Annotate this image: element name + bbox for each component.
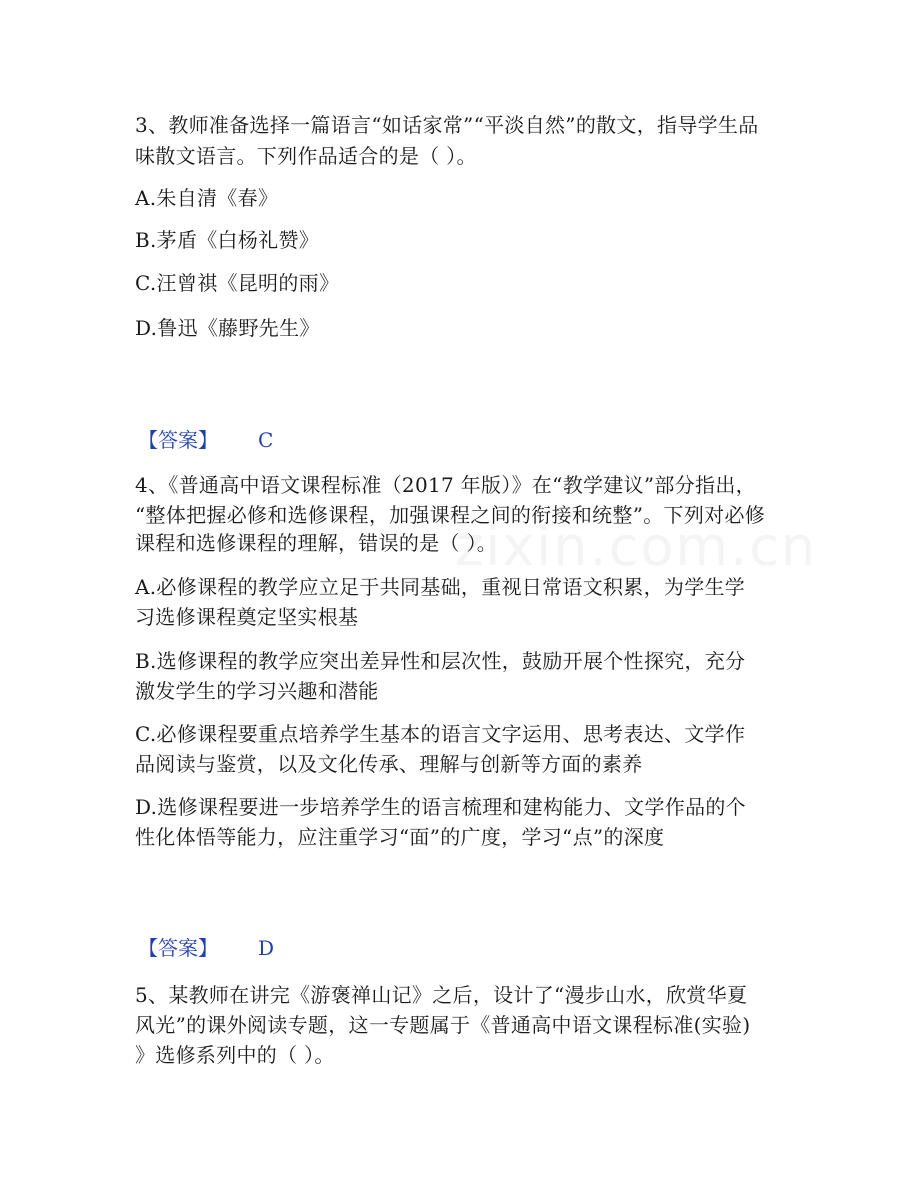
q4-option-d-line-1: D.选修课程要进一步培养学生的语言梳理和建构能力、文学作品的个 bbox=[135, 795, 746, 819]
q4-option-a-line-1: A.必修课程的教学应立足于共同基础，重视日常语文积累，为学生学 bbox=[135, 575, 746, 599]
q4-option-b-line-2: 激发学生的学习兴趣和潜能 bbox=[135, 679, 379, 703]
q4-answer-label: 【答案】 bbox=[138, 936, 218, 960]
q4-option-d-line-2: 性化体悟等能力，应注重学习“面”的广度，学习“点”的深度 bbox=[135, 825, 665, 849]
q4-stem-line-1: 4、《普通高中语文课程标准（2017 年版）》在“教学建议”部分指出， bbox=[135, 473, 756, 497]
q3-option-c: C.汪曾祺《昆明的雨》 bbox=[135, 271, 340, 295]
q4-option-a-line-2: 习选修课程奠定坚实根基 bbox=[135, 605, 359, 629]
q3-option-b: B.茅盾《白杨礼赞》 bbox=[135, 228, 320, 252]
watermark: zixin.com.cn bbox=[455, 515, 818, 578]
q4-option-b-line-1: B.选修课程的教学应突出差异性和层次性，鼓励开展个性探究，充分 bbox=[135, 649, 746, 673]
q3-option-d: D.鲁迅《藤野先生》 bbox=[135, 316, 320, 340]
q3-option-a: A.朱自清《春》 bbox=[135, 186, 279, 210]
q4-stem-line-3: 课程和选修课程的理解，错误的是（ ）。 bbox=[135, 531, 498, 555]
q4-stem-line-2: “整体把握必修和选修课程，加强课程之间的衔接和统整”。下列对必修 bbox=[135, 503, 766, 527]
q4-option-c-line-1: C.必修课程要重点培养学生基本的语言文字运用、思考表达、文学作 bbox=[135, 722, 746, 746]
q3-answer bbox=[138, 428, 273, 452]
q4-option-c-line-2: 品阅读与鉴赏，以及文化传承、理解与创新等方面的素养 bbox=[135, 752, 643, 776]
q5-stem-line-2: 风光”的课外阅读专题，这一专题属于《普通高中语文课程标准(实验) bbox=[135, 1013, 751, 1037]
q3-stem-line-1: 3、教师准备选择一篇语言“如话家常”“平淡自然”的散文，指导学生品 bbox=[135, 113, 759, 137]
q4-answer bbox=[138, 936, 274, 960]
q4-answer-value: D bbox=[258, 936, 275, 960]
q5-stem-line-3: 》选修系列中的（ ）。 bbox=[135, 1043, 335, 1067]
q3-answer-label: 【答案】 bbox=[138, 428, 218, 452]
q3-stem-line-2: 味散文语言。下列作品适合的是（ ）。 bbox=[135, 144, 477, 168]
q5-stem-line-1: 5、某教师在讲完《游褒禅山记》之后，设计了“漫步山水，欣赏华夏 bbox=[135, 983, 748, 1007]
q3-answer-value: C bbox=[258, 428, 274, 452]
